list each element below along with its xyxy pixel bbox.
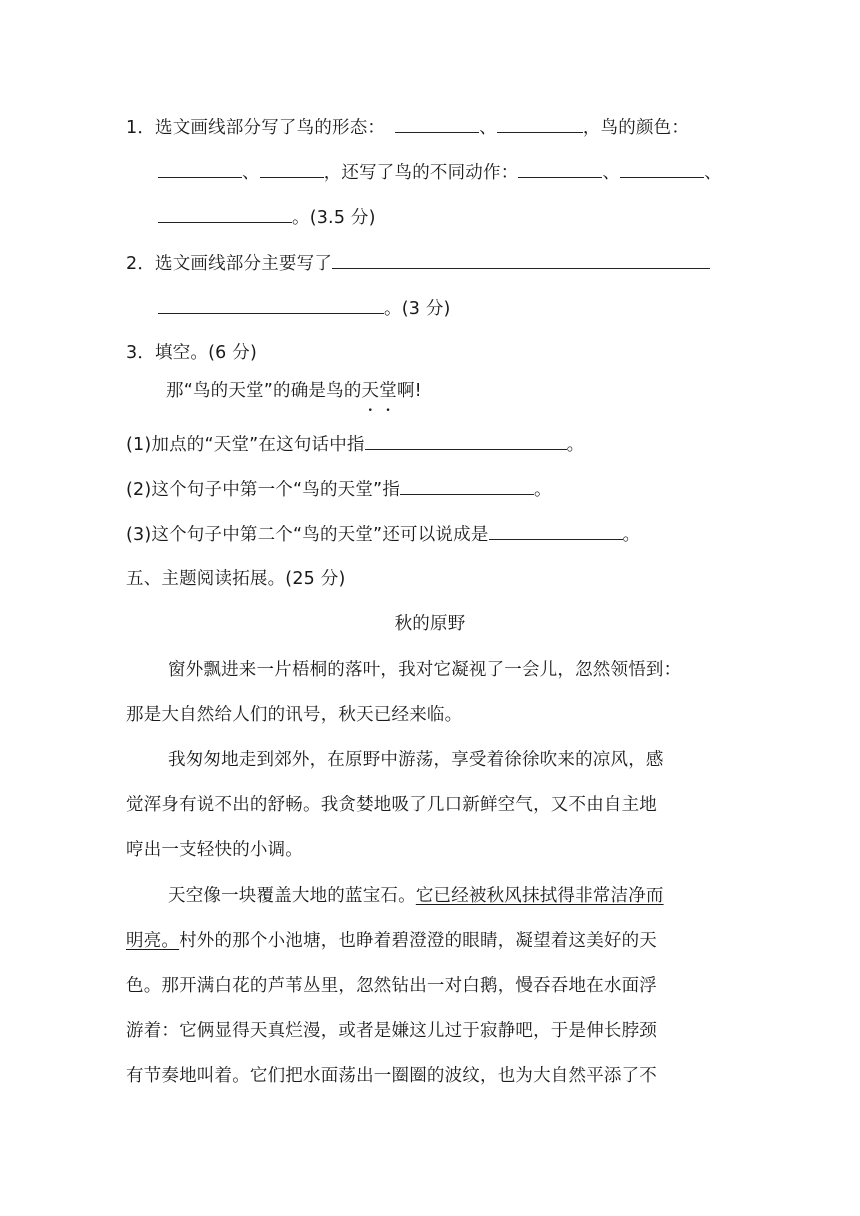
q2-score: 。(3 分) [384,299,451,319]
q1-line1 [126,115,689,140]
q1-blank-action-2[interactable] [620,160,704,178]
q1-sep: 、 [602,163,621,183]
q3-blank-2[interactable] [400,477,534,495]
q1-blank-action-3[interactable] [158,205,292,223]
passage-p3-line2: 明亮。村外的那个小池塘，也睁着碧澄澄的眼睛，凝望着这美好的天 [126,931,658,951]
passage-p3-line5: 有节奏地叫着。它们把水面荡出一圈圈的波纹，也为大自然平添了不 [126,1066,657,1086]
q3-sub3: (3)这个句子中第二个“鸟的天堂”还可以说成是 。 [126,522,640,547]
q2-line1 [126,251,710,276]
q1-text: 1．选文画线部分写了鸟的形态： [126,118,386,138]
q3-blank-1[interactable] [365,432,567,450]
q2-text: 2．选文画线部分主要写了 [126,254,333,274]
passage-p1-line2: 那是大自然给人们的讯号，秋天已经来临。 [126,705,463,725]
passage-p2-line1: 我匆匆地走到郊外，在原野中游荡，享受着徐徐吹来的凉风，感 [168,750,664,770]
q1-blank-color-2[interactable] [260,160,324,178]
passage-p2-line2: 觉浑身有说不出的舒畅。我贪婪地吸了几口新鲜空气，又不由自主地 [126,795,657,815]
q1-blank-color-1[interactable] [158,160,242,178]
q3-heading: 3．填空。(6 分) [126,343,257,363]
q3-sub1: (1)加点的“天堂”在这句话中指 。 [126,432,584,457]
dotted-char-tang: 堂 [379,381,397,401]
passage-p3-line1: 天空像一块覆盖大地的蓝宝石。它已经被秋风抹拭得非常洁净而 [168,886,664,906]
dotted-char-tian: 天 [361,381,380,401]
q1-sep: 、 [479,118,497,138]
q3-sentence: 那“鸟的天堂”的确是鸟的天堂啊! [166,381,422,401]
q1-tail: ，鸟的颜色： [582,118,690,138]
q1-mid: ，还写了鸟的不同动作： [323,163,519,183]
q2-blank-1[interactable] [332,251,710,269]
q2-line2 [158,296,451,321]
underlined-sentence: 它已经被秋风抹拭得非常洁净而 [415,886,664,906]
q1-blank-form-1[interactable] [395,115,479,133]
passage-p2-line3: 哼出一支轻快的小调。 [126,840,303,860]
underlined-sentence-end: 明亮。 [126,931,180,951]
q2-blank-2[interactable] [158,296,384,314]
passage-p3-line4: 游着：它俩显得天真烂漫，或者是嫌这儿过于寂静吧，于是伸长脖颈 [126,1021,657,1041]
q1-blank-form-2[interactable] [497,115,583,133]
q1-sep: 、 [242,163,260,183]
q3-sub2: (2)这个句子中第一个“鸟的天堂”指 。 [126,477,552,502]
passage-title: 秋的原野 [394,614,466,634]
q1-score: 。(3.5 分) [292,208,376,228]
passage-p3-line3: 色。那开满白花的芦苇丛里，忽然钻出一对白鹅，慢吞吞地在水面浮 [126,976,657,996]
section5-heading: 五、主题阅读拓展。(25 分) [126,569,346,589]
q1-blank-action-1[interactable] [518,160,602,178]
q3-blank-3[interactable] [489,522,623,540]
q1-line3 [158,205,376,230]
q1-line2 [158,160,722,185]
passage-p1-line1: 窗外飘进来一片梧桐的落叶，我对它凝视了一会儿，忽然领悟到： [168,660,682,680]
q1-sep: 、 [704,163,722,183]
